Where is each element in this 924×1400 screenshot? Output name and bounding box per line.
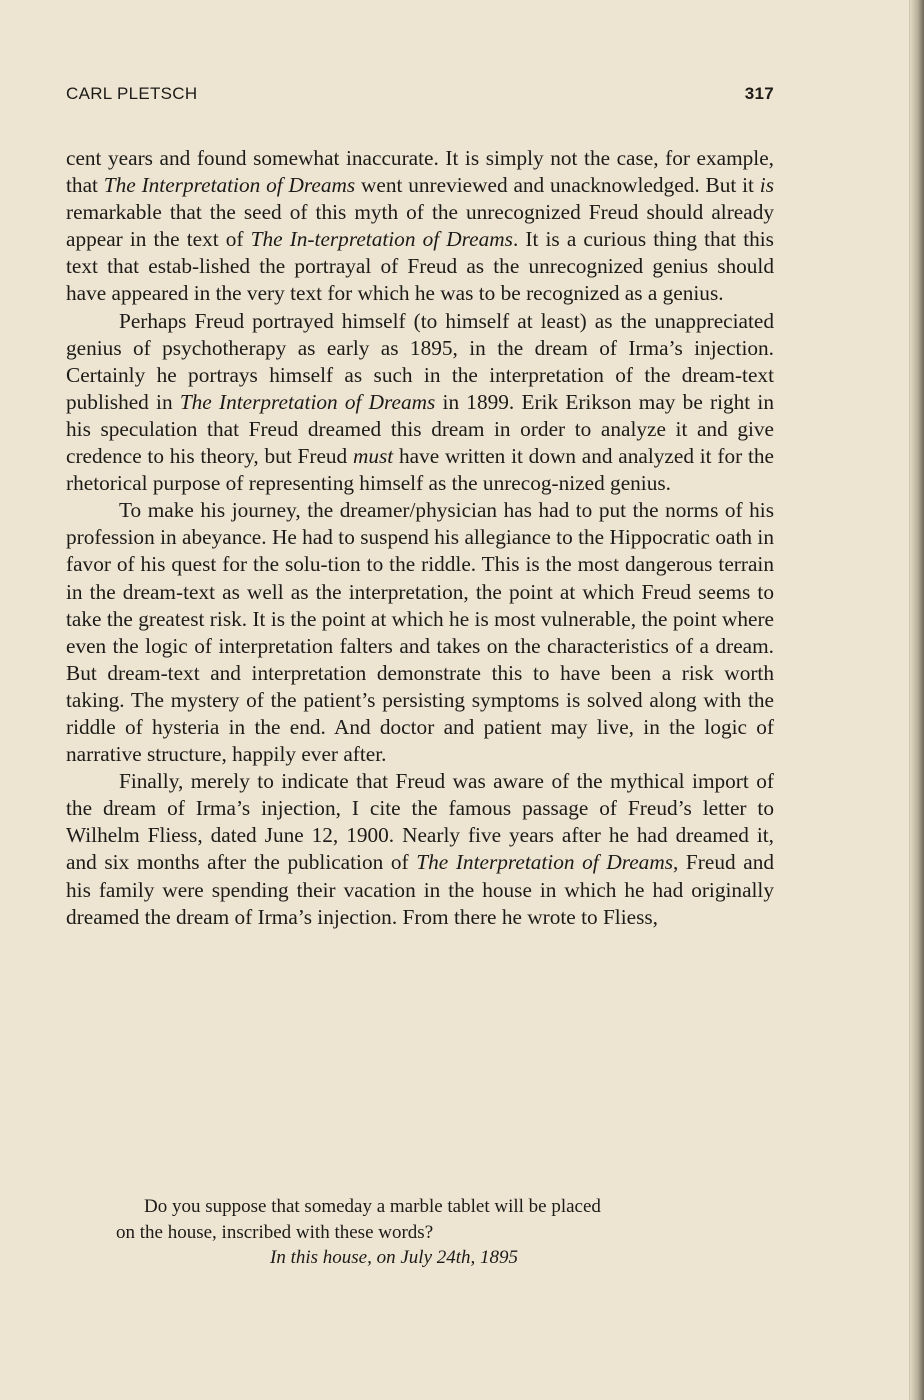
- quotation-line-1: Do you suppose that someday a marble tablet will be placed: [144, 1196, 601, 1217]
- quotation-line-2: on the house, inscribed with these words?: [116, 1221, 434, 1243]
- quotation-inscription: In this house, on July 24th, 1895: [270, 1247, 519, 1268]
- text-run: cent years and found somewhat inaccurate. It is simply not the case, for example, that: [66, 146, 774, 198]
- text-run: To make his journey, the dreamer/physician has had to put the norms of his profession in abeyance. He had to suspend his allegiance to the Hippocratic oath in favor of his quest for the solu-tion to the riddle. This is the most dangerous terrain in the dream-text as well as the interpretation, the point at which Freud seems to take the greatest risk. It is the point at which he is most vulnerable, the point where even the logic of interpretation falters and takes on the characteristics of a dream. But dream-text and interpretation demonstrate this to have been a risk worth taking. The mystery of the patient’s persisting symptoms is solved along with the riddle of hysteria in the end. And doctor and patient may live, in the logic of narrative structure, happily ever after.: [66, 498, 774, 767]
- text-run: Finally, merely to indicate that Freud was aware of the mythical import of the dream of Irma’s injection, I cite the famous passage of Freud’s letter to Wilhelm Fliess, dated June 12, 1900. Nearly five years after he had dreamed it, and six months after the publication of: [66, 769, 774, 875]
- italic-text: The Interpretation of Dreams: [179, 389, 436, 414]
- running-head: [66, 84, 774, 104]
- paragraph-1: [66, 145, 774, 308]
- text-run: Perhaps Freud portrayed himself (to himself at least) as the unappreciated genius of psychotherapy as early as 1895, in the dream of Irma’s injection. Certainly he portrays himself as such in the interpretation of the dream-text published in: [66, 308, 774, 414]
- text-run: went unreviewed and unacknowledged. But it: [355, 173, 760, 198]
- italic-text: The Interpretation of Dreams: [103, 173, 356, 198]
- text-run: remarkable that the seed of this myth of the unrecognized Freud should already appear in the text of: [66, 200, 774, 252]
- page-number: 317: [744, 84, 774, 103]
- italic-text: is: [759, 173, 775, 198]
- block-quotation: [116, 1194, 726, 1271]
- running-head-author: CARL PLETSCH: [66, 84, 198, 103]
- paragraph-2: [66, 308, 774, 498]
- text-run: . It is a curious thing that this text that estab-lished the portrayal of Freud as the unrecognized genius should have appeared in the very text for which he was to be recognized as a genius.: [66, 227, 774, 306]
- text-run: , Freud and his family were spending their vacation in the house in which he had originally dreamed the dream of Irma’s injection. From there he wrote to Fliess,: [66, 850, 774, 929]
- paragraph-4: [66, 768, 774, 931]
- page-edge-shadow: [910, 0, 924, 1400]
- text-run: in 1899. Erik Erikson may be right in his speculation that Freud dreamed this dream in order to analyze it and give credence to his theory, but Freud: [66, 389, 774, 469]
- italic-text: The In-terpretation of Dreams: [250, 227, 513, 252]
- italic-text: The Interpretation of Dreams: [416, 850, 673, 875]
- text-run: have written it down and analyzed it for the rhetorical purpose of representing himself as the unrecog-nized genius.: [66, 444, 774, 496]
- italic-text: must: [352, 444, 394, 469]
- body-text: [66, 145, 774, 931]
- paragraph-3: [66, 497, 774, 768]
